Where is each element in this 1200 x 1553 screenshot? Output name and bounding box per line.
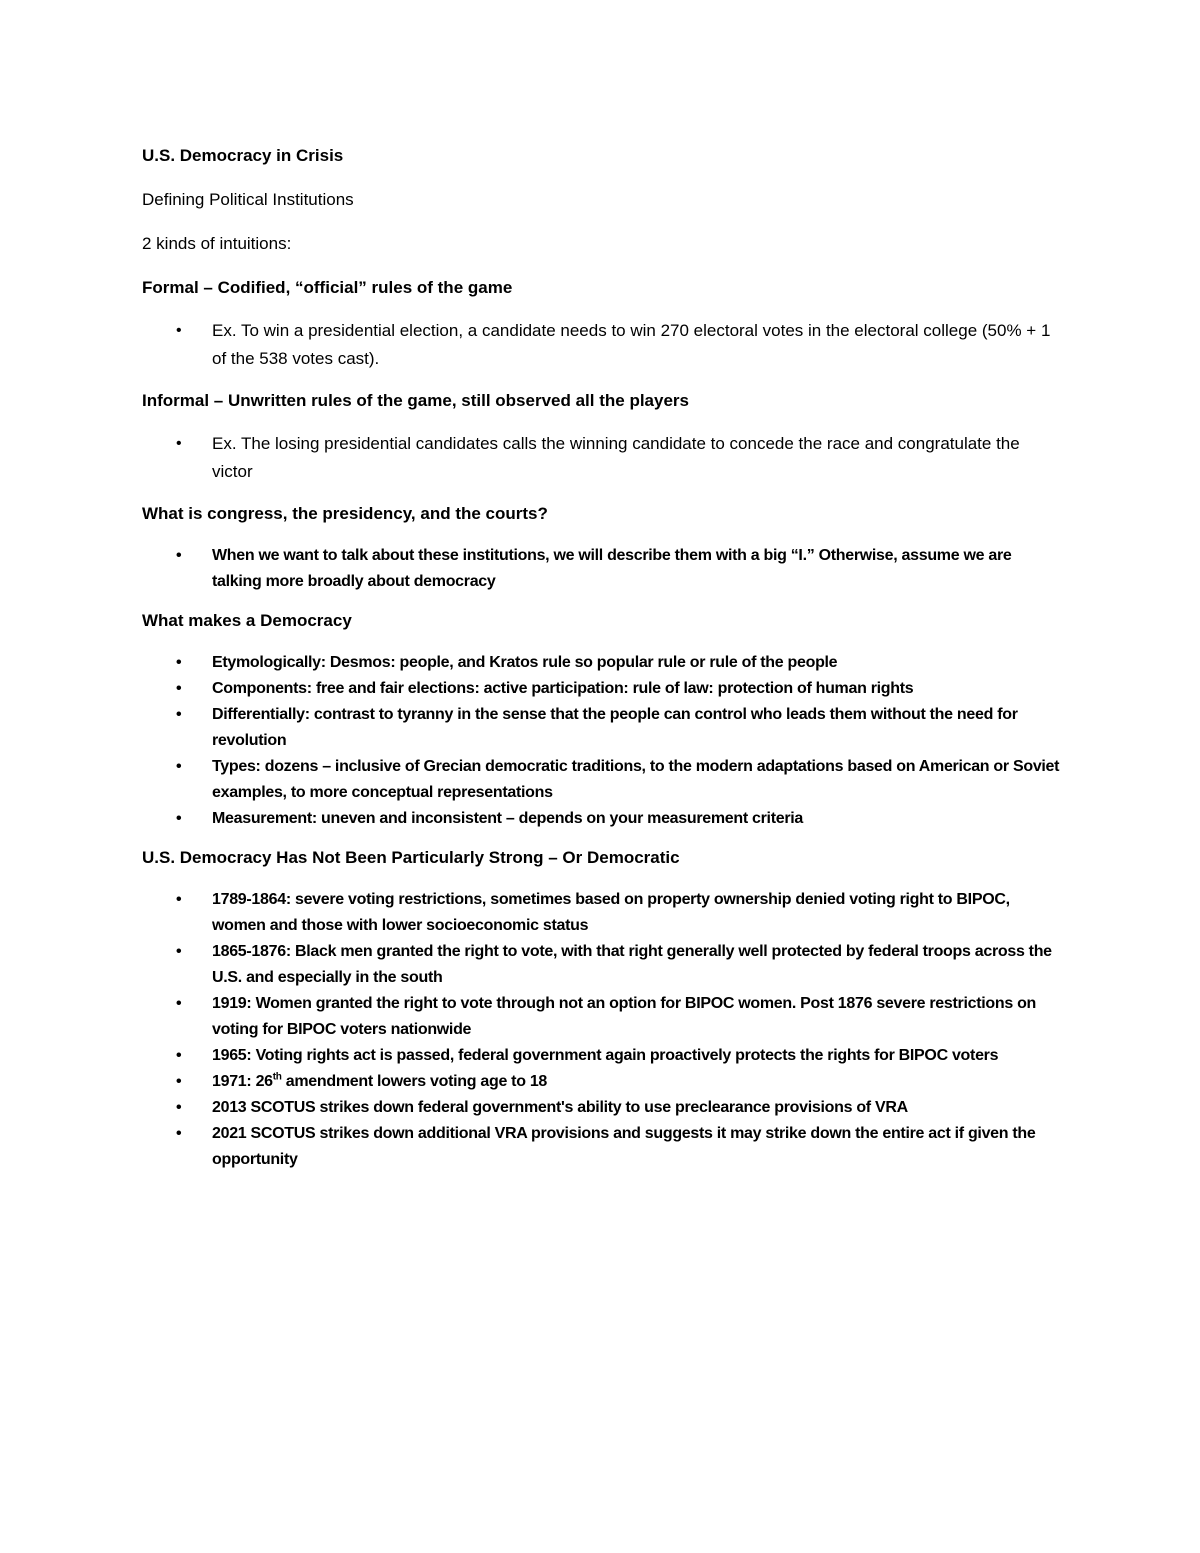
bullet-icon: •	[176, 654, 182, 671]
kinds-line: 2 kinds of intuitions:	[142, 234, 292, 253]
list-item-text-part: 1971: 26	[212, 1073, 273, 1090]
list-item	[142, 754, 1062, 806]
list-item-text: Types: dozens – inclusive of Grecian democratic traditions, to the modern adaptations based on American or Soviet examples, to more conceptual representations	[212, 758, 1060, 801]
list-item-text: Measurement: uneven and inconsistent – depends on your measurement criteria	[212, 810, 804, 827]
bullet-icon: •	[176, 1099, 182, 1116]
document-body	[142, 144, 1062, 1173]
superscript: th	[272, 1071, 282, 1083]
list-item	[142, 1095, 1062, 1121]
informal-heading: Informal – Unwritten rules of the game, still observed all the players	[142, 391, 689, 410]
congress-list	[142, 543, 1062, 595]
list-item-text: Etymologically: Desmos: people, and Kratos rule so popular rule or rule of the people	[212, 654, 838, 671]
list-item-text: 1789-1864: severe voting restrictions, sometimes based on property ownership denied voting right to BIPOC, women and those with lower socioeconomic status	[212, 891, 1010, 934]
bullet-icon: •	[176, 1047, 182, 1064]
list-item-text: 2021 SCOTUS strikes down additional VRA provisions and suggests it may strike down the entire act if given the opportunity	[212, 1125, 1036, 1168]
bullet-icon: •	[176, 680, 182, 697]
list-item	[142, 991, 1062, 1043]
bullet-icon: •	[176, 758, 182, 775]
list-item-text: When we want to talk about these institutions, we will describe them with a big “I.” Otherwise, assume we are talking more broadly about democracy	[212, 547, 1012, 590]
doc-subtitle: Defining Political Institutions	[142, 190, 354, 209]
list-item-text: Ex. The losing presidential candidates calls the winning candidate to concede the race and congratulate the victor	[212, 434, 1020, 481]
list-item-text: Ex. To win a presidential election, a candidate needs to win 270 electoral votes in the electoral college (50% + 1 of the 538 votes cast).	[212, 321, 1051, 368]
list-item	[142, 317, 1062, 373]
bullet-icon: •	[176, 547, 182, 564]
bullet-icon: •	[176, 943, 182, 960]
list-item	[142, 676, 1062, 702]
list-item-text: 1865-1876: Black men granted the right to vote, with that right generally well protected by federal troops across the U.S. and especially in the south	[212, 943, 1052, 986]
list-item-text: 1965: Voting rights act is passed, federal government again proactively protects the rights for BIPOC voters	[212, 1047, 999, 1064]
list-item-text: Differentially: contrast to tyranny in the sense that the people can control who leads them without the need for revolution	[212, 706, 1018, 749]
doc-title: U.S. Democracy in Crisis	[142, 146, 344, 165]
list-item	[142, 702, 1062, 754]
list-item-text	[212, 1073, 547, 1090]
democracy-list	[142, 650, 1062, 832]
bullet-icon: •	[176, 891, 182, 908]
list-item-text: 2013 SCOTUS strikes down federal government's ability to use preclearance provisions of VRA	[212, 1099, 908, 1116]
list-item	[142, 430, 1062, 486]
list-item	[142, 1121, 1062, 1173]
bullet-icon: •	[176, 1125, 182, 1142]
bullet-icon: •	[176, 1073, 182, 1090]
list-item	[142, 1043, 1062, 1069]
informal-list	[142, 430, 1062, 486]
list-item	[142, 939, 1062, 991]
formal-heading: Formal – Codified, “official” rules of the game	[142, 278, 513, 297]
list-item	[142, 650, 1062, 676]
bullet-icon: •	[176, 435, 182, 452]
list-item	[142, 806, 1062, 832]
bullet-icon: •	[176, 706, 182, 723]
list-item-text: Components: free and fair elections: active participation: rule of law: protection of human rights	[212, 680, 914, 697]
history-list	[142, 887, 1062, 1173]
list-item-text-part: amendment lowers voting age to 18	[281, 1073, 548, 1090]
bullet-icon: •	[176, 995, 182, 1012]
bullet-icon: •	[176, 322, 182, 339]
list-item	[142, 887, 1062, 939]
congress-heading: What is congress, the presidency, and the courts?	[142, 504, 548, 523]
bullet-icon: •	[176, 810, 182, 827]
history-heading: U.S. Democracy Has Not Been Particularly Strong – Or Democratic	[142, 848, 680, 867]
list-item	[142, 543, 1062, 595]
formal-list	[142, 317, 1062, 373]
list-item-text: 1919: Women granted the right to vote through not an option for BIPOC women. Post 1876 severe restrictions on voting for BIPOC voters nationwide	[212, 995, 1037, 1038]
democracy-heading: What makes a Democracy	[142, 611, 352, 630]
list-item	[142, 1069, 1062, 1095]
